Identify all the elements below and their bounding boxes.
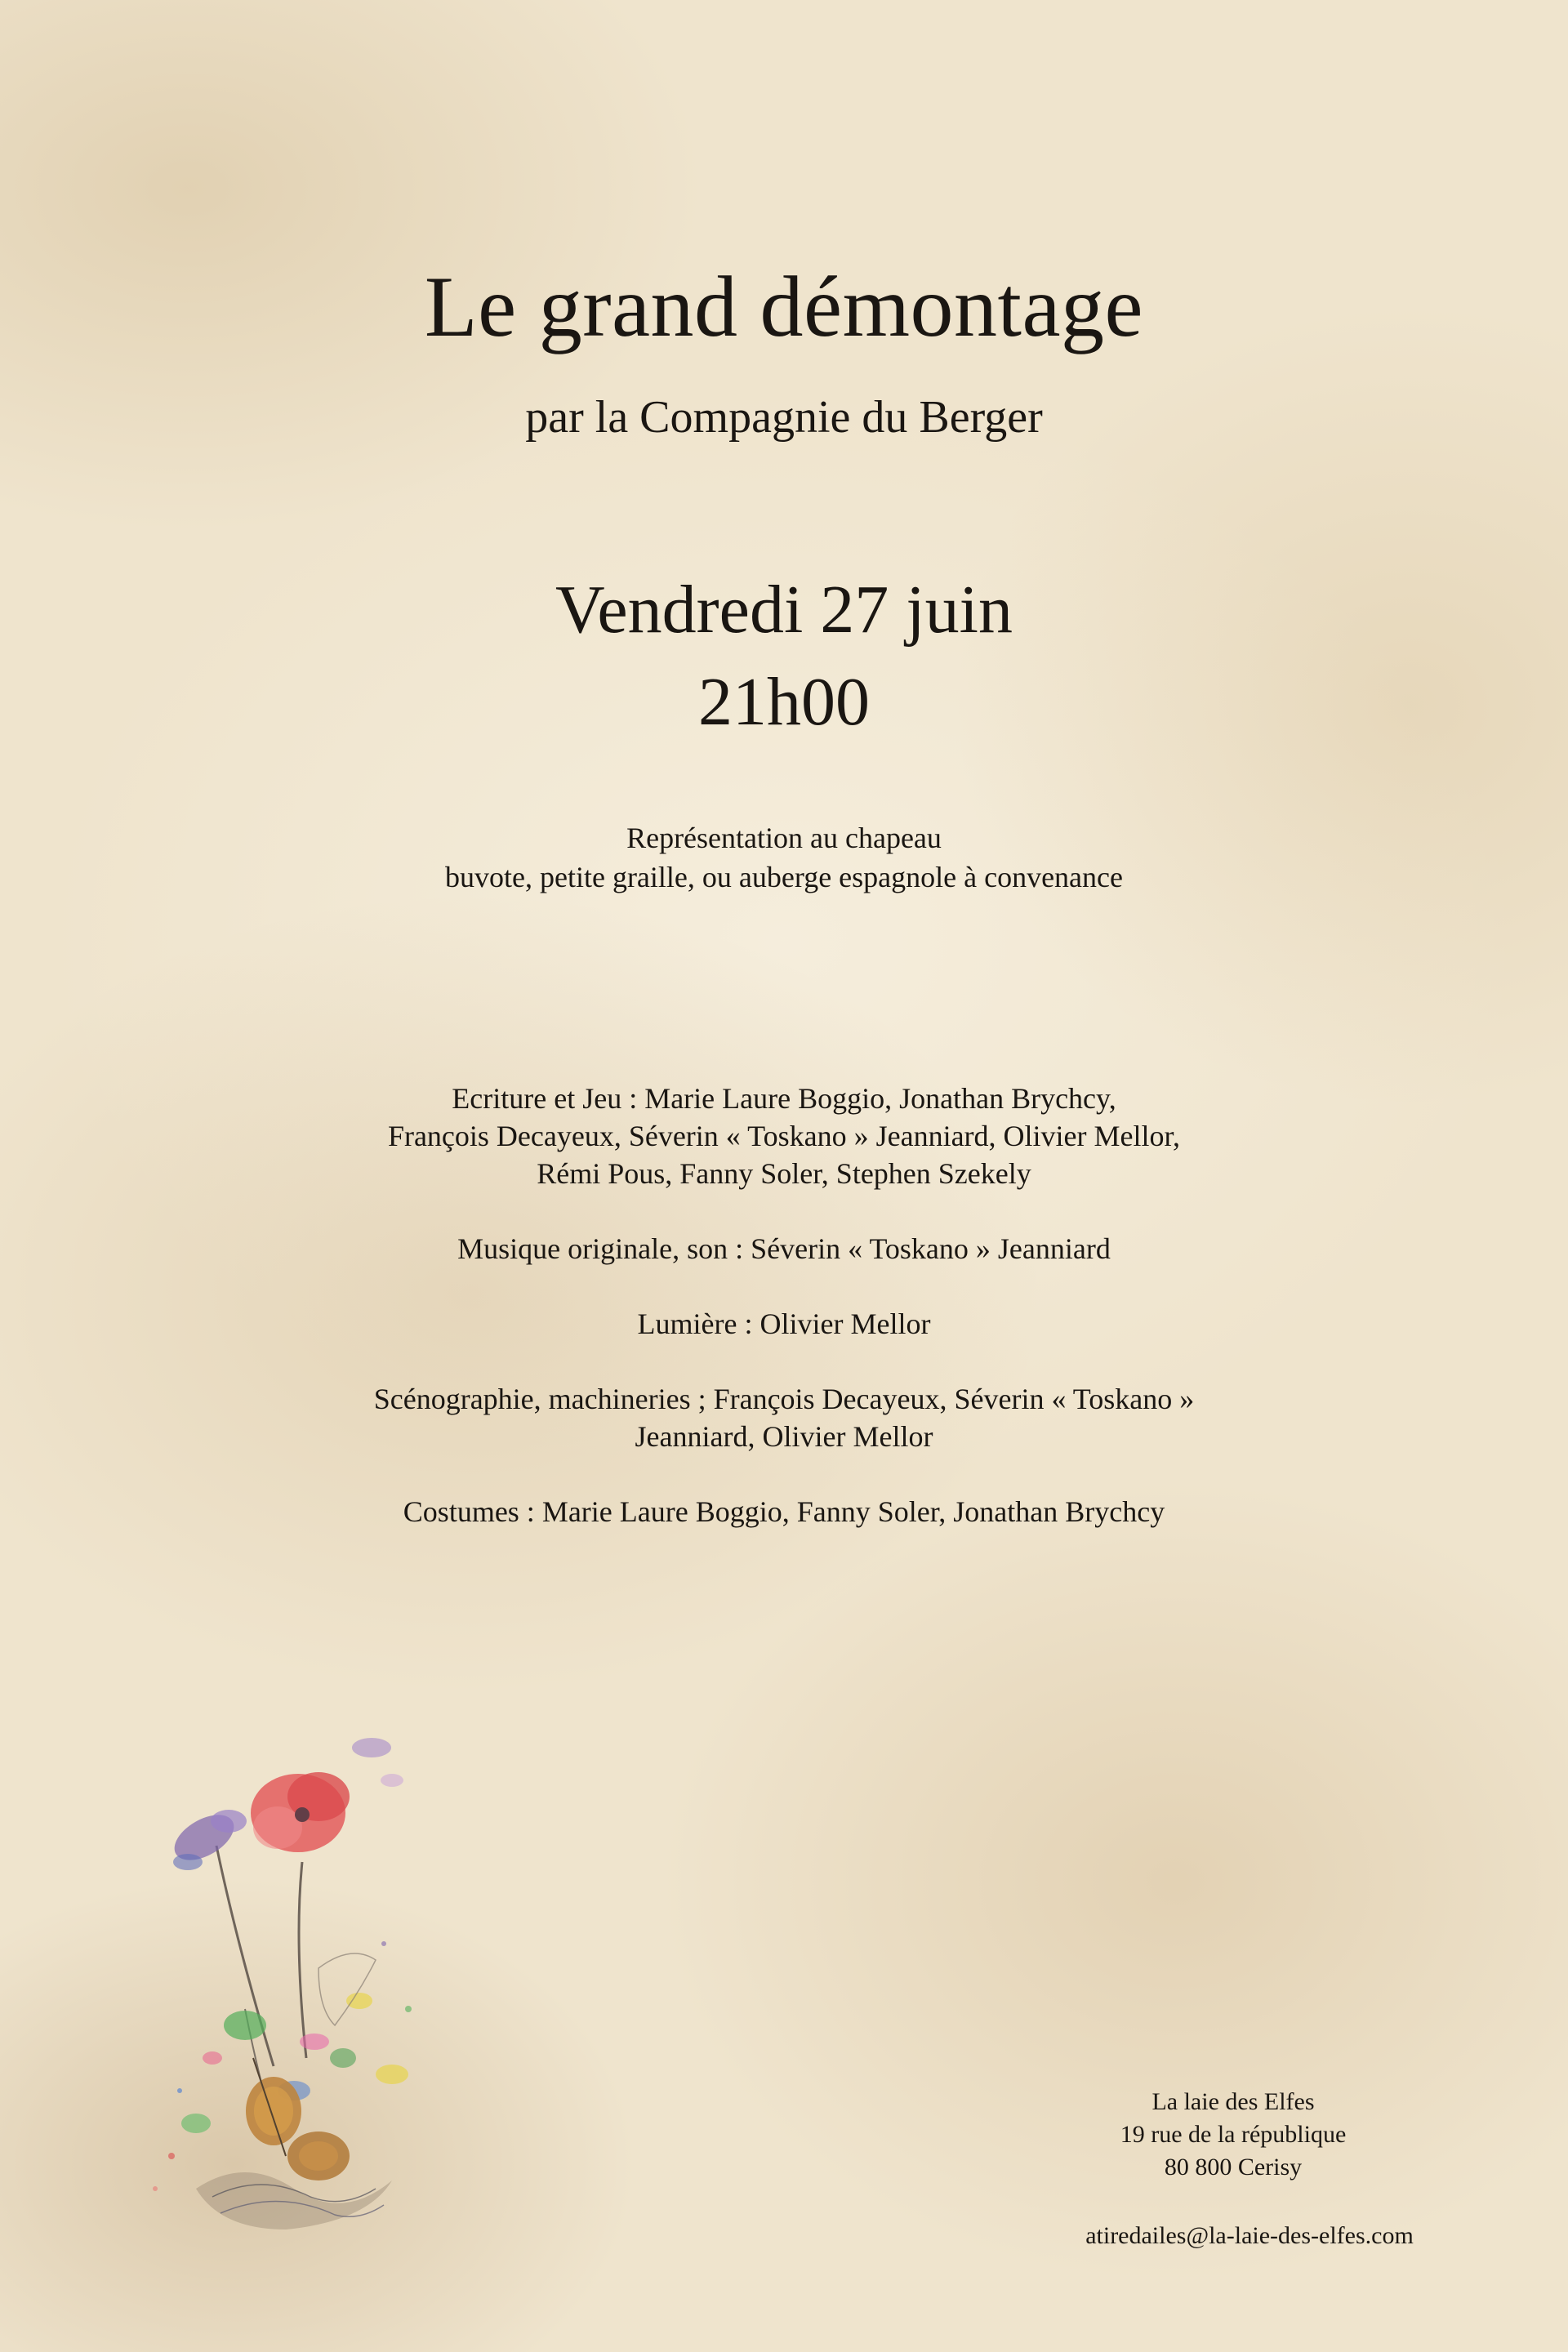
credit-scenography <box>0 1380 1568 1455</box>
credit-writing-line: Ecriture et Jeu : Marie Laure Boggio, Jonathan Brychcy, <box>452 1082 1116 1115</box>
venue-address <box>1054 2086 1413 2184</box>
venue-name: La laie des Elfes <box>1152 2088 1315 2115</box>
credit-scenography-line: Jeanniard, Olivier Mellor <box>635 1420 933 1453</box>
credit-writing-line: Rémi Pous, Fanny Soler, Stephen Szekely <box>537 1157 1031 1190</box>
venue-email[interactable]: atiredailes@la-laie-des-elfes.com <box>1085 2222 1414 2249</box>
event-time: 21h00 <box>698 664 870 741</box>
credit-writing <box>0 1080 1568 1192</box>
poster-subtitle: par la Compagnie du Berger <box>525 392 1043 443</box>
poppy-flower-icon <box>251 1772 350 1852</box>
credit-scenography-line: Scénographie, machineries ; François Decayeux, Séverin « Toskano » <box>373 1383 1195 1415</box>
info-line-food: buvote, petite graille, ou auberge espagnole à convenance <box>445 861 1123 893</box>
info-line-chapeau: Représentation au chapeau <box>626 822 942 854</box>
credit-light <box>0 1305 1568 1343</box>
instrument-icon <box>246 2058 350 2180</box>
event-info <box>0 818 1568 897</box>
venue-city: 80 800 Cerisy <box>1164 2154 1303 2180</box>
purple-flower-icon <box>167 1806 247 1870</box>
credit-music-line: Musique originale, son : Séverin « Toskano » Jeanniard <box>457 1232 1111 1265</box>
credit-light-line: Lumière : Olivier Mellor <box>637 1307 931 1340</box>
event-day: Vendredi 27 juin <box>555 572 1013 648</box>
credit-music <box>0 1230 1568 1267</box>
credits-section <box>0 1080 1568 1568</box>
venue-street: 19 rue de la république <box>1120 2121 1347 2148</box>
credit-writing-line: François Decayeux, Séverin « Toskano » Jeanniard, Olivier Mellor, <box>387 1120 1181 1152</box>
credit-costumes-line: Costumes : Marie Laure Boggio, Fanny Soler, Jonathan Brychcy <box>403 1495 1165 1528</box>
watercolor-flowers-instrument-illustration-icon <box>122 1699 547 2254</box>
credit-costumes <box>0 1493 1568 1530</box>
poster-title: Le grand démontage <box>424 259 1144 354</box>
event-datetime <box>0 564 1568 749</box>
